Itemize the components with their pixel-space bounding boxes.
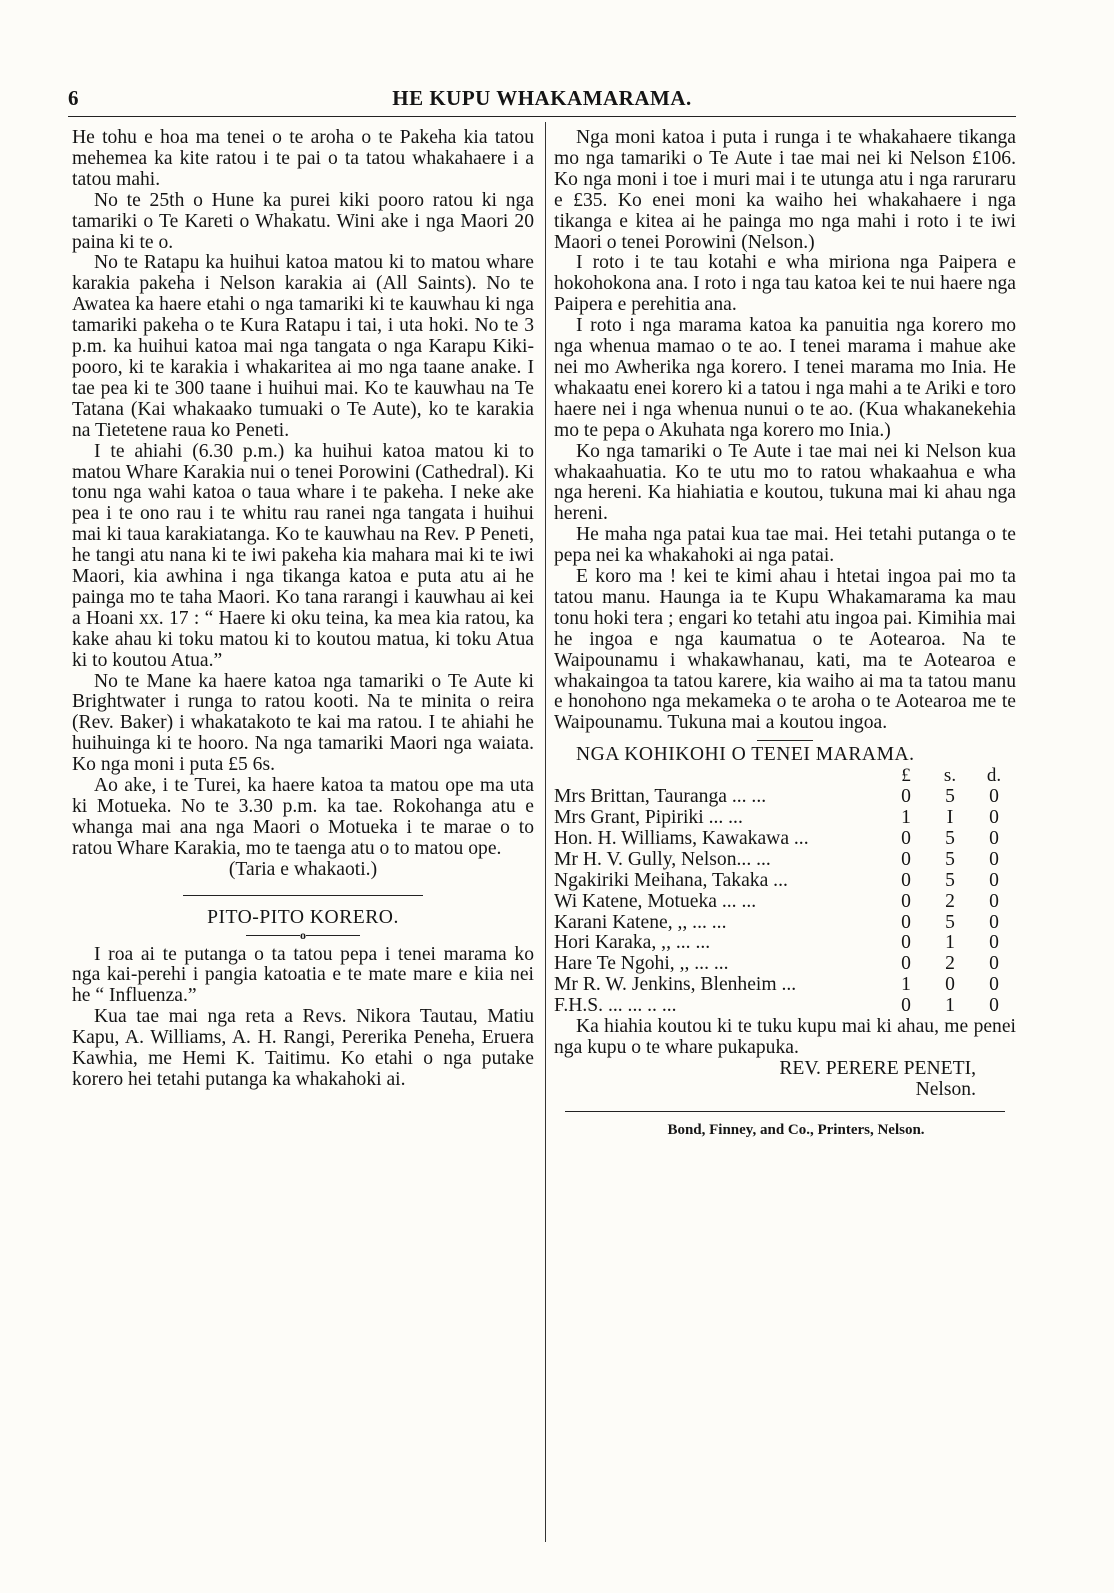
shillings-header: s. <box>943 765 957 787</box>
table-row <box>554 892 1016 913</box>
pence-value: 0 <box>989 932 999 954</box>
printer-credit: Bond, Finney, and Co., Printers, Nelson. <box>667 1121 925 1138</box>
pounds-value: 0 <box>901 995 911 1017</box>
table-row <box>554 933 1016 954</box>
section-rule <box>183 895 423 896</box>
column-divider <box>545 122 546 1542</box>
shillings-value: I <box>946 807 954 828</box>
paragraph: Ao ake, i te Turei, ka haere katoa ta matou ope ma uta ki Motueka. No te 3.30 p.m. ka tae. Rokohanga atu e whanga mai ana nga Maori o Motueka i te marae o to ratou Whare Karakia, mo te taenga atu o to matou ope. <box>72 775 534 859</box>
paragraph: Ko nga tamariki o Te Aute i tae mai nei ki Nelson kua whakaahuatia. Ko te utu mo to ratou whakaahua e wha nga hereni. Ka hiahiatia e koutou, tukuna mai ki ahau nga hereni. <box>554 440 1016 525</box>
donor-name: Karani Katene, ,, ... ... <box>554 911 727 933</box>
donor-name: Wi Katene, Motueka ... ... <box>554 890 757 912</box>
pence-header: d. <box>986 765 1002 787</box>
table-row <box>554 975 1016 996</box>
donations-title: NGA KOHIKOHI O TENEI MARAMA. <box>576 744 915 766</box>
short-rule <box>757 740 813 741</box>
pence-value: 0 <box>989 890 999 912</box>
pounds-value: 0 <box>901 890 911 912</box>
pounds-value: 0 <box>901 827 911 849</box>
shillings-value: 5 <box>945 786 955 808</box>
shillings-value: 0 <box>945 974 955 996</box>
table-row <box>554 808 1016 829</box>
header-rule <box>68 116 1016 117</box>
pence-value: 0 <box>989 995 999 1017</box>
donor-name: Mr H. V. Gully, Nelson... ... <box>554 848 771 870</box>
paragraph: He tohu e hoa ma tenei o te aroha o te Pakeha kia tatou mehemea ka kite ratou i te pai o ta tatou whakahaere i a tatou mahi. <box>72 127 534 190</box>
donor-name: Hon. H. Williams, Kawakawa ... <box>554 827 809 849</box>
donor-name: Hare Te Ngohi, ,, ... ... <box>554 953 729 975</box>
paragraph: I te ahiahi (6.30 p.m.) ka huihui katoa matou ki to matou Whare Karakia nui o tenei Porowini (Cathedral). Ki tonu nga wahi katoa o taua whare i te pakeha. I neke ake pea i te ono rau i te whitu rau ranei nga tangata i huihui mai ki taua karakiatanga. Ko te kauwhau na Rev. P Peneti, he tangi atu nana ki te iwi pakeha kia mahara mai ki te iwi Maori, kia awhina i nga tikanga katoa e puta atu ai he painga mo te taha Maori. Ko tana rarangi i kauwhau ai kei a Hoani xx. 17 : “ Haere ki oku teina, ka mea kia ratou, ka kake ahau ki toku matou ki to koutou matua, ki toku Atua ki to koutou Atua.” <box>72 440 534 671</box>
ornament-glyph: o <box>300 927 306 942</box>
pence-value: 0 <box>989 953 999 975</box>
pounds-value: 0 <box>901 911 911 933</box>
table-row <box>554 850 1016 871</box>
table-row <box>554 996 1016 1017</box>
paragraph: He maha nga patai kua tae mai. Hei tetahi putanga o te pepa nei ka whakahoki ai nga patai. <box>554 524 1016 567</box>
paragraph: No te Ratapu ka huihui katoa matou ki to matou whare karakia pakeha i Nelson karakia ai (All Saints). No te Awatea ka haere etahi o nga tamariki ki te kauwhau ki nga tamariki pakeha o te Kura Ratapu i tai, i uta hoki. No te 3 p.m. ka huihui katoa mai nga tangata o nga Karapu Kiki-pooro, ki te karakia i whakaritea ai mo nga taane anake. I tae pea ki te 300 taane i huihui mai. Ko te kauwhau na Te Tatana (Kai whakaako tumuaki o Te Aute), ko te karakia na Tietetene raua ko Peneti. <box>72 252 534 441</box>
pounds-value: 0 <box>901 869 911 891</box>
signature-place: Nelson. <box>915 1078 976 1100</box>
donor-name: Mr R. W. Jenkins, Blenheim ... <box>554 974 797 996</box>
table-row <box>554 829 1016 850</box>
signature-name: REV. PERERE PENETI, <box>779 1057 976 1079</box>
shillings-value: 2 <box>945 890 955 912</box>
pence-value: 0 <box>989 869 999 891</box>
pounds-value: 0 <box>901 953 911 975</box>
paragraph: E koro ma ! kei te kimi ahau i htetai ingoa pai mo ta tatou manu. Haunga ia te Kupu Whakamarama ka mau tonu hoki tera ; engari ko tetahi atu ingoa pai. Kimihia mai he ingoa e nga kaumatua o te Aotearoa. Na te Waipounamu i whakawhanau, kati, ma te Aotearoa e whakaingoa ta tatou karere, kia waiho ai ma ta tatou manu e honohono nga mekameka o te aroha o te Aotearoa me te Waipounamu. Tukuna mai a koutou ingoa. <box>554 566 1016 734</box>
paragraph: No te 25th o Hune ka purei kiki pooro ratou ki nga tamariki o Te Kareti o Whakatu. Wini ake i nga Maori 20 paina ki te o. <box>72 189 534 253</box>
paragraph: I roa ai te putanga o ta tatou pepa i tenei marama ko nga kai-perehi i pangia katoatia e te mate mare e kiia nei he “ Influenza.” <box>72 943 534 1007</box>
to-be-continued: (Taria e whakaoti.) <box>228 858 378 880</box>
pounds-value: 0 <box>901 848 911 870</box>
right-column <box>554 128 1016 1141</box>
page-number: 6 <box>68 86 79 110</box>
publication-title: HE KUPU WHAKAMARAMA. <box>392 86 692 110</box>
pence-value: 0 <box>989 911 999 933</box>
paragraph: Nga moni katoa i puta i runga i te whakahaere tikanga mo nga tamariki o Te Aute i tae mai nei ki Nelson £106. Ko nga moni i toe i muri mai i te utunga atu i nga raruraru e £35. Ko enei moni ka waiho hei whakahaere i nga tikanga e kitea ai he painga mo nga mahi i roto i te iwi Maori o tenei Porowini (Nelson.) <box>554 127 1016 253</box>
footer-rule <box>565 1111 1005 1112</box>
left-column <box>72 128 534 1091</box>
shillings-value: 2 <box>945 953 955 975</box>
pounds-value: 0 <box>901 932 911 954</box>
donor-name: Mrs Brittan, Tauranga ... ... <box>554 786 767 808</box>
pence-value: 0 <box>989 827 999 849</box>
section-title: PITO-PITO KORERO. <box>207 906 399 928</box>
donor-name: F.H.S. ... ... .. ... <box>554 995 677 1017</box>
donor-name: Hori Karaka, ,, ... ... <box>554 932 711 954</box>
shillings-value: 1 <box>945 932 955 954</box>
pounds-value: 0 <box>901 786 911 808</box>
shillings-value: 5 <box>945 827 955 849</box>
table-row <box>554 871 1016 892</box>
pence-value: 0 <box>989 807 999 828</box>
shillings-value: 5 <box>945 848 955 870</box>
shillings-value: 5 <box>945 911 955 933</box>
table-row <box>554 787 1016 808</box>
pence-value: 0 <box>989 848 999 870</box>
table-row <box>554 913 1016 934</box>
pounds-value: 1 <box>901 974 911 996</box>
donations-table <box>554 766 1016 1017</box>
donor-name: Ngakiriki Meihana, Takaka ... <box>554 869 788 891</box>
shillings-value: 5 <box>945 869 955 891</box>
pounds-header: £ <box>901 765 911 787</box>
paragraph: I roto i nga marama katoa ka panuitia nga korero mo nga whenua mamao o te ao. I tenei marama i mahue ake nei mo Awherika nga korero. I tenei marama mo Inia. He whakaatu enei korero ki a tatou i nga mahi a te Ariki e toro haere nei i nga whenua nunui o te ao. (Kua whakanekehia mo te pepa o Akuhata nga korero mo Inia.) <box>554 315 1016 441</box>
pounds-value: 1 <box>901 807 911 828</box>
paragraph: I roto i te tau kotahi e wha miriona nga Paipera e hokohokona ana. I roto i nga tau katoa kei te nui haere nga Paipera e perehitia ana. <box>554 252 1016 316</box>
donor-name: Mrs Grant, Pipiriki ... ... <box>554 807 743 828</box>
paragraph: No te Mane ka haere katoa nga tamariki o Te Aute ki Brightwater i runga to ratou kooti. Na te minita o reira (Rev. Baker) i whakatakoto te kai ma ratou. I te ahiahi he huihuinga ki te hooro. Na nga tamariki Maori nga waiata. Ko nga moni i puta £5 6s. <box>72 670 534 776</box>
paragraph: Kua tae mai nga reta a Revs. Nikora Tautau, Matiu Kapu, A. Williams, A. H. Rangi, Pererika Peneha, Eruera Kawhia, me Hemi K. Taitimu. Ko etahi o nga putake korero hei tetahi putanga ka whakahoki ai. <box>72 1006 534 1090</box>
pence-value: 0 <box>989 974 999 996</box>
donations-header-row <box>554 766 1016 787</box>
shillings-value: 1 <box>945 995 955 1017</box>
pence-value: 0 <box>989 786 999 808</box>
section-ornament <box>72 929 534 941</box>
closing-note: Ka hiahia koutou ki te tuku kupu mai ki ahau, me penei nga kupu o te whare pukapuka. <box>554 1016 1016 1058</box>
table-row <box>554 954 1016 975</box>
page-header <box>68 86 1016 114</box>
signature <box>554 1059 1016 1080</box>
